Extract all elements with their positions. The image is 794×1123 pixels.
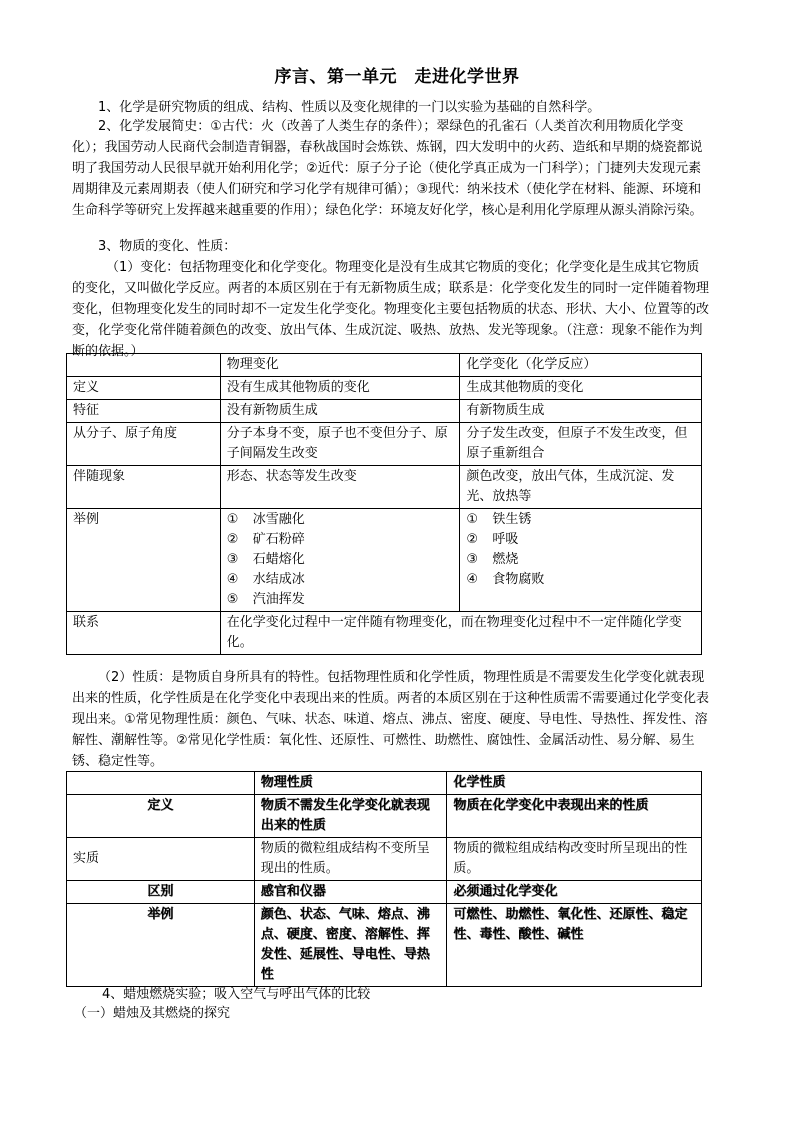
table-row (67, 795, 702, 838)
row-label: 区别 (67, 881, 255, 904)
table-row (67, 354, 702, 377)
list-item: ④ 食物腐败 (466, 572, 545, 587)
paragraph-4: （1）变化：包括物理变化和化学变化。物理变化是没有生成其它物质的变化；化学变化是生成其它物质的变化，又叫做化学反应。两者的本质区别在于有无新物质生成；联系是：化学变化发生的同时一定伴随着物理变化，但物理变化发生的同时却不一定发生化学变化。物理变化主要包括物质的状态、形状、大小、位置等的改变，化学变化常伴随着颜色的改变、放出气体、生成沉淀、吸热、放热、发光等现象。（注意：现象不能作为判断的依据。） (72, 260, 710, 359)
paragraph-5: （2）性质：是物质自身所具有的特性。包括物理性质和化学性质，物理性质是不需要发生化学变化就表现出来的性质，化学性质是在化学变化中表现出来的性质。两者的本质区别在于这种性质需不需要通过化学变化表现出来。①常见物理性质：颜色、气味、状态、味道、熔点、沸点、密度、硬度、导电性、导热性、挥发性、溶解性、潮解性等。②常见化学性质：氧化性、还原性、可燃性、助燃性、腐蚀性、金属活动性、易分解、易生锈、稳定性等。 (72, 670, 710, 769)
change-comparison-table (66, 353, 702, 655)
table-cell: 感官和仪器 (254, 881, 447, 904)
row-label: 联系 (67, 612, 221, 655)
table-header-cell: 物理变化 (220, 354, 460, 377)
table-cell: 没有生成其他物质的变化 (220, 377, 460, 400)
row-label: 定义 (67, 377, 221, 400)
table-row (67, 509, 702, 612)
list-item: ③ 石蜡熔化 (226, 552, 305, 567)
table-cell: 生成其他物质的变化 (460, 377, 702, 400)
row-label: 从分子、原子角度 (67, 423, 221, 466)
table-header-cell: 物理性质 (254, 772, 447, 795)
table-cell: 物质在化学变化中表现出来的性质 (447, 795, 702, 838)
list-item: ② 矿石粉碎 (226, 532, 305, 547)
table-row (67, 612, 702, 655)
row-label: 定义 (67, 795, 255, 838)
row-label: 举例 (67, 904, 255, 987)
table-row (67, 466, 702, 509)
table-row (67, 838, 702, 881)
list-item: ① 铁生锈 (466, 512, 532, 527)
table-cell: 物质的微粒组成结构不变所呈现出的性质。 (254, 838, 447, 881)
row-label: 实质 (67, 838, 255, 881)
list-item: ③ 燃烧 (466, 552, 519, 567)
paragraph-2: 2、化学发展简史：①古代：火（改善了人类生存的条件）；翠绿色的孔雀石（人类首次利用物质化学变化）；我国劳动人民商代会制造青铜器，春秋战国时会炼铁、炼钢，四大发明中的火药、造纸和早期的烧瓷都说明了我国劳动人民很早就开始利用化学；②近代：原子分子论（使化学真正成为一门科学）；门捷列夫发现元素周期律及元素周期表（使人们研究和学习化学有规律可循）；③现代：纳米技术（使化学在材料、能源、环境和生命科学等研究上发挥越来越重要的作用）；绿色化学：环境友好化学，核心是利用化学原理从源头消除污染。 (72, 119, 703, 218)
table-header-cell: 化学性质 (447, 772, 702, 795)
table-cell: 物质的微粒组成结构改变时所呈现出的性质。 (447, 838, 702, 881)
section-heading-4: 4、蜡烛燃烧实验；吸入空气与呼出气体的比较 (102, 987, 371, 1002)
table-cell: 颜色、状态、气味、熔点、沸点、硬度、密度、溶解性、挥发性、延展性、导电性、导热性 (254, 904, 447, 987)
paragraph-1: 1、化学是研究物质的组成、结构、性质以及变化规律的一门以实验为基础的自然科学。 (98, 100, 601, 115)
physical-examples-cell (220, 509, 460, 612)
row-label: 伴随现象 (67, 466, 221, 509)
table-cell: 分子本身不变，原子也不变但分子、原子间隔发生改变 (220, 423, 460, 466)
table-row (67, 772, 702, 795)
list-item: ② 呼吸 (466, 532, 519, 547)
table-cell (67, 354, 221, 377)
list-item: ① 冰雪融化 (226, 512, 305, 527)
table-cell: 没有新物质生成 (220, 400, 460, 423)
table-row (67, 423, 702, 466)
table-cell: 分子发生改变，但原子不发生改变，但原子重新组合 (460, 423, 702, 466)
row-label: 举例 (67, 509, 221, 612)
page-title: 序言、第一单元 走进化学世界 (274, 67, 520, 87)
table-row (67, 881, 702, 904)
table-cell: 形态、状态等发生改变 (220, 466, 460, 509)
table-header-cell: 化学变化（化学反应） (460, 354, 702, 377)
table-cell (67, 772, 255, 795)
table-cell: 在化学变化过程中一定伴随有物理变化，而在物理变化过程中不一定伴随化学变化。 (220, 612, 701, 655)
paragraph-3: 3、物质的变化、性质： (98, 239, 237, 254)
subsection-heading: （一）蜡烛及其燃烧的探究 (74, 1006, 231, 1021)
table-cell: 可燃性、助燃性、氧化性、还原性、稳定性、毒性、酸性、碱性 (447, 904, 702, 987)
table-cell: 有新物质生成 (460, 400, 702, 423)
table-row (67, 904, 702, 987)
list-item: ④ 水结成冰 (226, 572, 305, 587)
row-label: 特征 (67, 400, 221, 423)
table-cell: 物质不需发生化学变化就表现出来的性质 (254, 795, 447, 838)
list-item: ⑤ 汽油挥发 (226, 592, 305, 607)
property-comparison-table (66, 771, 702, 987)
table-cell: 必须通过化学变化 (447, 881, 702, 904)
chemical-examples-cell (460, 509, 702, 612)
table-row (67, 400, 702, 423)
table-cell: 颜色改变，放出气体，生成沉淀、发光、放热等 (460, 466, 702, 509)
table-row (67, 377, 702, 400)
